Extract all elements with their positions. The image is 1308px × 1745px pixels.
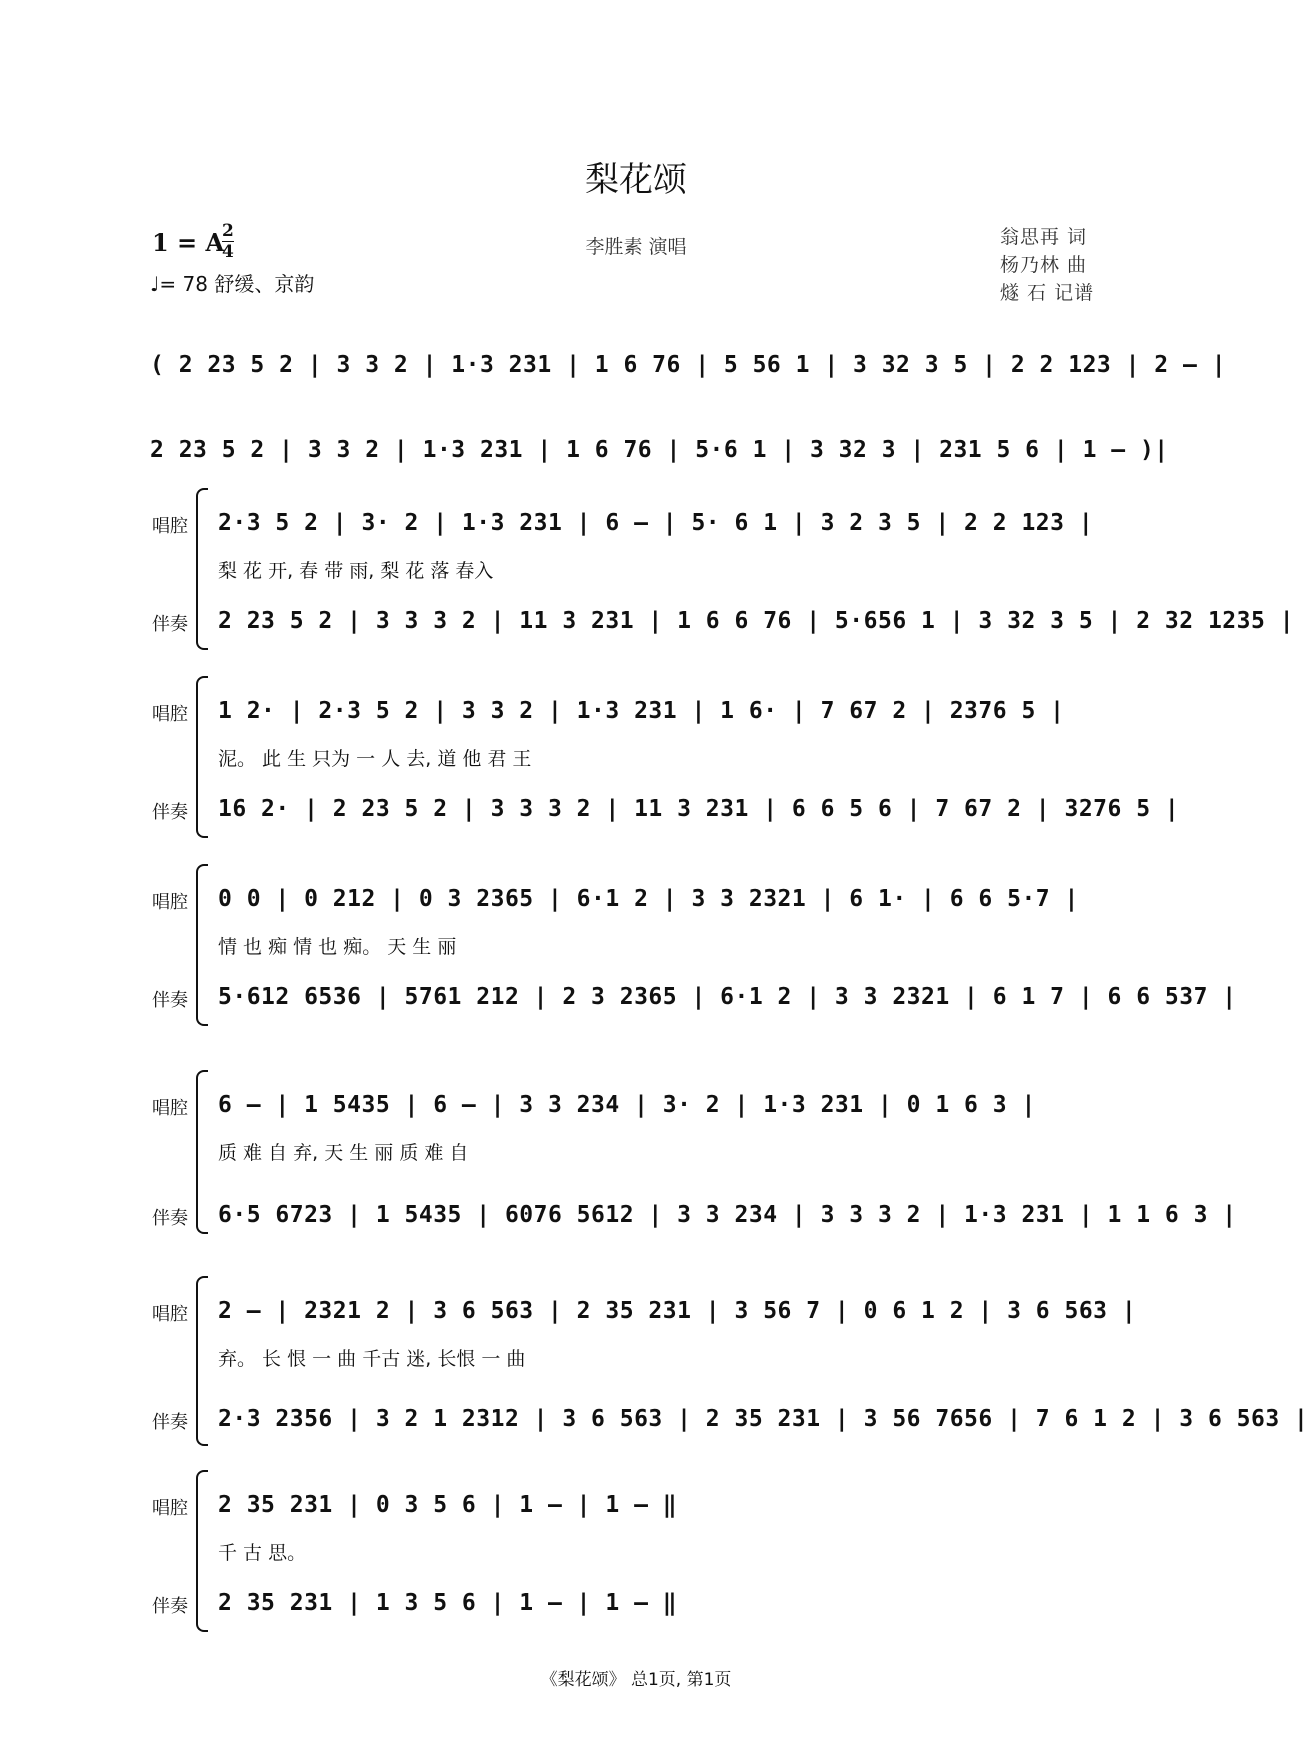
accompaniment-notation: 2 23 5 2 | 3 3 3 2 | 11 3 231 | 1 6 6 76 | 5·656 1 | 3 32 3 5 | 2 32 1235 | (218, 608, 1295, 634)
accompaniment-part-label: 伴奏 (152, 1208, 188, 1229)
accompaniment-notation: 16 2· | 2 23 5 2 | 3 3 3 2 | 11 3 231 | 6 6 5 6 | 7 67 2 | 3276 5 | (218, 796, 1180, 822)
system-brace (196, 1470, 208, 1632)
system-brace (196, 864, 208, 1026)
lyrics-line: 泥。 此 生 只为 一 人 去, 道 他 君 王 (218, 748, 532, 770)
system-brace (196, 1276, 208, 1446)
composer-credit: 杨乃林 曲 (1000, 254, 1088, 276)
voice-notation: 2 35 231 | 0 3 5 6 | 1 – | 1 – ‖ (218, 1492, 678, 1518)
accompaniment-notation: 5·612 6536 | 5761 212 | 2 3 2365 | 6·1 2 | 3 3 2321 | 6 1 7 | 6 6 537 | (218, 984, 1237, 1010)
accompaniment-notation: 2·3 2356 | 3 2 1 2312 | 3 6 563 | 2 35 231 | 3 56 7656 | 7 6 1 2 | 3 6 563 | (218, 1406, 1308, 1432)
accompaniment-part-label: 伴奏 (152, 1412, 188, 1433)
lyricist-credit: 翁思再 词 (1000, 226, 1088, 248)
accompaniment-part-label: 伴奏 (152, 614, 188, 635)
key-signature: 1 = A (152, 228, 225, 257)
lyrics-line: 质 难 自 弃, 天 生 丽 质 难 自 (218, 1142, 469, 1164)
lyrics-line: 情 也 痴 情 也 痴。 天 生 丽 (218, 936, 457, 958)
voice-part-label: 唱腔 (152, 1498, 188, 1519)
page-footer: 《梨花颂》 总1页, 第1页 (540, 1670, 732, 1690)
page-title: 梨花颂 (585, 160, 687, 200)
system-brace (196, 1070, 208, 1234)
accompaniment-part-label: 伴奏 (152, 990, 188, 1011)
intro-line-2: 2 23 5 2 | 3 3 2 | 1·3 231 | 1 6 76 | 5·6 1 | 3 32 3 | 231 5 6 | 1 – )| (150, 437, 1169, 463)
voice-notation: 1 2· | 2·3 5 2 | 3 3 2 | 1·3 231 | 1 6· | 7 67 2 | 2376 5 | (218, 698, 1065, 724)
system-brace (196, 488, 208, 650)
time-signature-top: 2 (222, 221, 234, 241)
voice-part-label: 唱腔 (152, 892, 188, 913)
accompaniment-notation: 6·5 6723 | 1 5435 | 6076 5612 | 3 3 234 | 3 3 3 2 | 1·3 231 | 1 1 6 3 | (218, 1202, 1237, 1228)
voice-notation: 2·3 5 2 | 3· 2 | 1·3 231 | 6 – | 5· 6 1 | 3 2 3 5 | 2 2 123 | (218, 510, 1094, 536)
performer-credit: 李胜素 演唱 (585, 236, 687, 258)
intro-line-1: ( 2 23 5 2 | 3 3 2 | 1·3 231 | 1 6 76 | 5 56 1 | 3 32 3 5 | 2 2 123 | 2 – | (150, 352, 1227, 378)
lyrics-line: 弃。 长 恨 一 曲 千古 迷, 长恨 一 曲 (218, 1348, 526, 1370)
tempo-marking: ♩= 78 舒缓、京韵 (150, 272, 315, 296)
voice-part-label: 唱腔 (152, 704, 188, 725)
voice-notation: 0 0 | 0 212 | 0 3 2365 | 6·1 2 | 3 3 2321 | 6 1· | 6 6 5·7 | (218, 886, 1079, 912)
accompaniment-part-label: 伴奏 (152, 1596, 188, 1617)
lyrics-line: 梨 花 开, 春 带 雨, 梨 花 落 春入 (218, 560, 494, 582)
voice-notation: 6 – | 1 5435 | 6 – | 3 3 234 | 3· 2 | 1·3 231 | 0 1 6 3 | (218, 1092, 1036, 1118)
system-brace (196, 676, 208, 838)
voice-notation: 2 – | 2321 2 | 3 6 563 | 2 35 231 | 3 56 7 | 0 6 1 2 | 3 6 563 | (218, 1298, 1137, 1324)
voice-part-label: 唱腔 (152, 1098, 188, 1119)
voice-part-label: 唱腔 (152, 516, 188, 537)
voice-part-label: 唱腔 (152, 1304, 188, 1325)
lyrics-line: 千 古 思。 (218, 1542, 307, 1564)
time-signature-bottom: 4 (222, 242, 234, 262)
accompaniment-part-label: 伴奏 (152, 802, 188, 823)
accompaniment-notation: 2 35 231 | 1 3 5 6 | 1 – | 1 – ‖ (218, 1590, 678, 1616)
transcriber-credit: 燧 石 记谱 (1000, 282, 1095, 304)
